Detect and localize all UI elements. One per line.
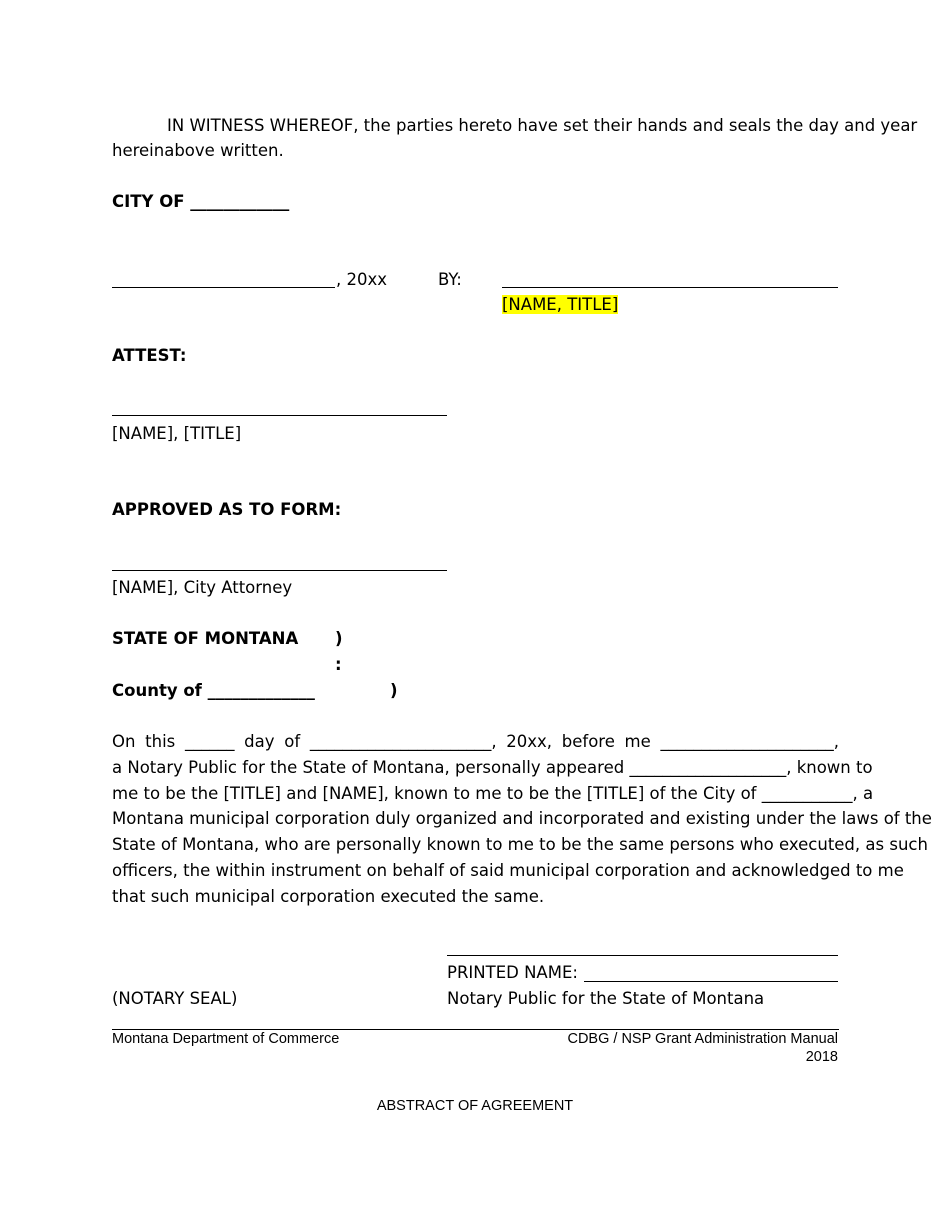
acknowledgment-line: a Notary Public for the State of Montana, personally appeared ___________________, known to [112, 757, 873, 777]
county-label: County of _____________ [112, 681, 315, 700]
approved-name: [NAME], City Attorney [112, 578, 293, 597]
acknowledgment-line: officers, the within instrument on behalf of said municipal corporation and acknowledged to me [112, 860, 904, 880]
notary-public-label: Notary Public for the State of Montana [447, 989, 765, 1008]
date-year-suffix: , 20xx [336, 270, 388, 289]
attest-signature-line [112, 415, 447, 416]
footer-rule [112, 1029, 839, 1030]
acknowledgment-line: that such municipal corporation executed the same. [112, 886, 545, 906]
state-paren-2: ) [390, 681, 398, 700]
by-name-title: [NAME, TITLE] [502, 295, 619, 314]
city-heading: CITY OF ____________ [112, 192, 290, 211]
witness-line-2: hereinabove written. [112, 141, 284, 160]
acknowledgment-line: me to be the [TITLE] and [NAME], known to me to be the [TITLE] of the City of ___________, a [112, 783, 874, 803]
approved-heading: APPROVED AS TO FORM: [112, 500, 342, 519]
by-label: BY: [438, 270, 462, 289]
acknowledgment-paragraph [112, 729, 932, 910]
acknowledgment-line: State of Montana, who are personally known to me to be the same persons who executed, as such [112, 835, 928, 855]
notary-signature-line [447, 955, 838, 956]
footer-right-line-2: 2018 [805, 1049, 838, 1065]
state-paren-1: ) [335, 629, 343, 648]
attest-heading: ATTEST: [112, 346, 187, 365]
attest-name-title: [NAME], [TITLE] [112, 424, 242, 443]
footer-left: Montana Department of Commerce [112, 1031, 340, 1047]
printed-name-line [584, 981, 838, 982]
footer-caption: ABSTRACT OF AGREEMENT [376, 1098, 574, 1114]
witness-line-1: IN WITNESS WHEREOF, the parties hereto have set their hands and seals the day and year [167, 116, 918, 135]
acknowledgment-line: Montana municipal corporation duly organized and incorporated and existing under the laws of the [112, 809, 932, 829]
approved-signature-line [112, 570, 447, 571]
notary-seal-label: (NOTARY SEAL) [112, 989, 238, 1008]
state-label: STATE OF MONTANA [112, 629, 299, 648]
printed-name-label: PRINTED NAME: [447, 963, 578, 982]
state-colon: : [335, 655, 342, 674]
footer-right-line-1: CDBG / NSP Grant Administration Manual [567, 1031, 838, 1047]
date-signature-line [112, 287, 335, 288]
acknowledgment-line: On this ______ day of ______________________, 20xx, before me _____________________, [112, 732, 839, 751]
by-signature-line [502, 287, 838, 288]
